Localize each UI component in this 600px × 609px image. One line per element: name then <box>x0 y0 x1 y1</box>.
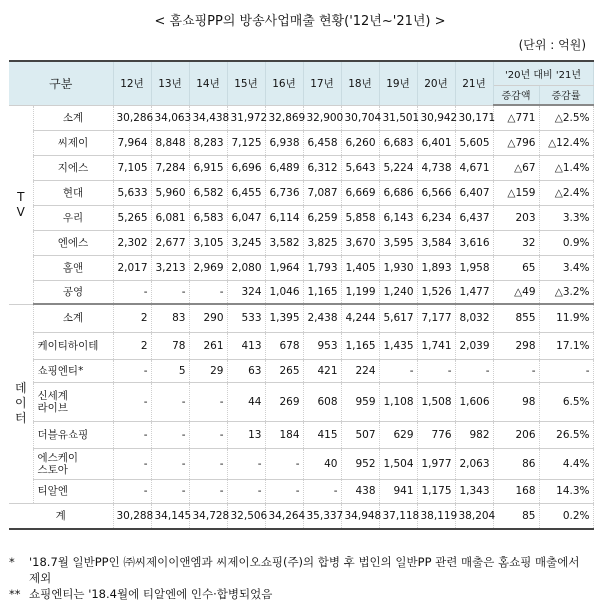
value-cell: 5,605 <box>455 130 493 155</box>
value-cell: 184 <box>265 421 303 448</box>
value-cell: - <box>113 359 151 382</box>
value-cell: 6,583 <box>189 205 227 230</box>
rate-cell: 0.2% <box>539 503 593 529</box>
value-cell: - <box>227 479 265 503</box>
table-row <box>9 479 593 503</box>
value-cell: 44 <box>227 382 265 421</box>
value-cell: 5,960 <box>151 180 189 205</box>
footnote <box>9 586 593 602</box>
value-cell: - <box>151 382 189 421</box>
change-cell: 32 <box>493 230 539 255</box>
value-cell: - <box>455 359 493 382</box>
header-change-amount: 증감액 <box>493 85 539 105</box>
value-cell: 6,696 <box>227 155 265 180</box>
footnote-text: '18.7월 일반PP인 ㈜씨제이이앤엠과 씨제이오쇼핑(주)의 합병 후 법인의 일반PP 관련 매출은 홈쇼핑 매출에서 제외 <box>29 555 580 585</box>
table-row <box>9 280 593 304</box>
header-year: 15년 <box>227 61 265 105</box>
value-cell: 6,489 <box>265 155 303 180</box>
value-cell: 1,793 <box>303 255 341 280</box>
value-cell: 982 <box>455 421 493 448</box>
table-body <box>9 105 593 529</box>
value-cell: 1,435 <box>379 332 417 359</box>
row-label: 에스케이 스토아 <box>33 448 113 479</box>
change-cell: 65 <box>493 255 539 280</box>
row-label: 쇼핑엔티* <box>33 359 113 382</box>
rate-cell: 17.1% <box>539 332 593 359</box>
value-cell: 6,407 <box>455 180 493 205</box>
value-cell: 438 <box>341 479 379 503</box>
table-row <box>9 448 593 479</box>
rate-cell: 4.4% <box>539 448 593 479</box>
value-cell: 507 <box>341 421 379 448</box>
value-cell: 941 <box>379 479 417 503</box>
row-label: 우리 <box>33 205 113 230</box>
value-cell: 6,458 <box>303 130 341 155</box>
value-cell: 4,738 <box>417 155 455 180</box>
footnote-mark: ** <box>9 587 21 601</box>
value-cell: 3,595 <box>379 230 417 255</box>
value-cell: - <box>265 479 303 503</box>
change-cell: △796 <box>493 130 539 155</box>
rate-cell: △3.2% <box>539 280 593 304</box>
header-compare: '20년 대비 '21년 <box>493 61 593 85</box>
value-cell: 2,302 <box>113 230 151 255</box>
section-label-data: 데 이 터 <box>9 304 33 503</box>
page-title: < 홈쇼핑PP의 방송사업매출 현황('12년~'21년) > <box>154 14 446 29</box>
footnotes <box>9 554 593 602</box>
header-year: 12년 <box>113 61 151 105</box>
value-cell: 1,477 <box>455 280 493 304</box>
value-cell: 6,312 <box>303 155 341 180</box>
table-row <box>9 105 593 130</box>
value-cell: 6,259 <box>303 205 341 230</box>
section-label-tv: T V <box>9 105 33 304</box>
value-cell: 31,501 <box>379 105 417 130</box>
table-row <box>9 130 593 155</box>
value-cell: 1,958 <box>455 255 493 280</box>
value-cell: 30,288 <box>113 503 151 529</box>
value-cell: - <box>113 421 151 448</box>
value-cell: 6,114 <box>265 205 303 230</box>
value-cell: 1,741 <box>417 332 455 359</box>
value-cell: 1,405 <box>341 255 379 280</box>
value-cell: 3,616 <box>455 230 493 255</box>
value-cell: 13 <box>227 421 265 448</box>
table-row <box>9 255 593 280</box>
value-cell: 2 <box>113 304 151 332</box>
row-label: 공영 <box>33 280 113 304</box>
rate-cell: 0.9% <box>539 230 593 255</box>
table-row <box>9 180 593 205</box>
value-cell: 4,671 <box>455 155 493 180</box>
value-cell: 2,017 <box>113 255 151 280</box>
value-cell: 3,213 <box>151 255 189 280</box>
table-row <box>9 230 593 255</box>
change-cell: 85 <box>493 503 539 529</box>
value-cell: 1,526 <box>417 280 455 304</box>
value-cell: 5,858 <box>341 205 379 230</box>
row-label: 더블유쇼핑 <box>33 421 113 448</box>
value-cell: 6,566 <box>417 180 455 205</box>
table-row <box>9 421 593 448</box>
value-cell: 2 <box>113 332 151 359</box>
change-cell: - <box>493 359 539 382</box>
value-cell: 324 <box>227 280 265 304</box>
table-row <box>9 155 593 180</box>
value-cell: 5,617 <box>379 304 417 332</box>
value-cell: 5,265 <box>113 205 151 230</box>
value-cell: 5,633 <box>113 180 151 205</box>
value-cell: - <box>113 382 151 421</box>
value-cell: 2,039 <box>455 332 493 359</box>
change-cell: △159 <box>493 180 539 205</box>
value-cell: 2,438 <box>303 304 341 332</box>
value-cell: 7,087 <box>303 180 341 205</box>
value-cell: 2,063 <box>455 448 493 479</box>
value-cell: 5,224 <box>379 155 417 180</box>
value-cell: 6,915 <box>189 155 227 180</box>
value-cell: - <box>151 448 189 479</box>
rate-cell: 3.4% <box>539 255 593 280</box>
value-cell: 1,108 <box>379 382 417 421</box>
value-cell: 30,171 <box>455 105 493 130</box>
value-cell: 2,080 <box>227 255 265 280</box>
value-cell: 1,930 <box>379 255 417 280</box>
value-cell: - <box>151 479 189 503</box>
value-cell: - <box>417 359 455 382</box>
header-year: 17년 <box>303 61 341 105</box>
value-cell: 7,964 <box>113 130 151 155</box>
header-year: 16년 <box>265 61 303 105</box>
value-cell: 1,504 <box>379 448 417 479</box>
rate-cell: △2.4% <box>539 180 593 205</box>
value-cell: 32,900 <box>303 105 341 130</box>
value-cell: 421 <box>303 359 341 382</box>
table-row <box>9 332 593 359</box>
change-cell: 855 <box>493 304 539 332</box>
value-cell: 30,286 <box>113 105 151 130</box>
header-year: 18년 <box>341 61 379 105</box>
value-cell: 290 <box>189 304 227 332</box>
value-cell: 1,508 <box>417 382 455 421</box>
value-cell: 37,118 <box>379 503 417 529</box>
value-cell: 34,948 <box>341 503 379 529</box>
value-cell: 1,964 <box>265 255 303 280</box>
value-cell: 8,032 <box>455 304 493 332</box>
value-cell: 31,972 <box>227 105 265 130</box>
value-cell: 30,942 <box>417 105 455 130</box>
value-cell: 678 <box>265 332 303 359</box>
value-cell: 3,825 <box>303 230 341 255</box>
value-cell: 38,204 <box>455 503 493 529</box>
change-cell: △49 <box>493 280 539 304</box>
value-cell: 3,584 <box>417 230 455 255</box>
change-cell: △67 <box>493 155 539 180</box>
value-cell: - <box>113 280 151 304</box>
value-cell: 29 <box>189 359 227 382</box>
table-row <box>9 382 593 421</box>
value-cell: 1,893 <box>417 255 455 280</box>
change-cell: 203 <box>493 205 539 230</box>
value-cell: 2,677 <box>151 230 189 255</box>
value-cell: 5,643 <box>341 155 379 180</box>
value-cell: 34,145 <box>151 503 189 529</box>
row-label: 지에스 <box>33 155 113 180</box>
change-cell: 168 <box>493 479 539 503</box>
value-cell: 7,284 <box>151 155 189 180</box>
rate-cell: △1.4% <box>539 155 593 180</box>
header-year: 14년 <box>189 61 227 105</box>
value-cell: - <box>265 448 303 479</box>
value-cell: 224 <box>341 359 379 382</box>
unit-label: (단위 : 억원) <box>518 38 586 52</box>
table-row <box>9 503 593 529</box>
value-cell: 6,669 <box>341 180 379 205</box>
value-cell: 6,683 <box>379 130 417 155</box>
value-cell: 35,337 <box>303 503 341 529</box>
value-cell: - <box>303 479 341 503</box>
value-cell: 1,165 <box>303 280 341 304</box>
row-label: 소계 <box>33 105 113 130</box>
value-cell: - <box>189 448 227 479</box>
rate-cell: 3.3% <box>539 205 593 230</box>
change-cell: 98 <box>493 382 539 421</box>
value-cell: 269 <box>265 382 303 421</box>
value-cell: 3,105 <box>189 230 227 255</box>
value-cell: 5 <box>151 359 189 382</box>
value-cell: - <box>227 448 265 479</box>
header-year: 20년 <box>417 61 455 105</box>
value-cell: 6,582 <box>189 180 227 205</box>
value-cell: 608 <box>303 382 341 421</box>
value-cell: - <box>113 448 151 479</box>
value-cell: 34,728 <box>189 503 227 529</box>
value-cell: 1,606 <box>455 382 493 421</box>
change-cell: △771 <box>493 105 539 130</box>
value-cell: 959 <box>341 382 379 421</box>
value-cell: - <box>151 421 189 448</box>
value-cell: 32,506 <box>227 503 265 529</box>
value-cell: 1,240 <box>379 280 417 304</box>
value-cell: 8,283 <box>189 130 227 155</box>
value-cell: 40 <box>303 448 341 479</box>
value-cell: 413 <box>227 332 265 359</box>
value-cell: 6,401 <box>417 130 455 155</box>
change-cell: 298 <box>493 332 539 359</box>
value-cell: - <box>151 280 189 304</box>
sales-table <box>9 60 594 530</box>
value-cell: - <box>189 479 227 503</box>
value-cell: 6,047 <box>227 205 265 230</box>
rate-cell: 14.3% <box>539 479 593 503</box>
value-cell: 2,969 <box>189 255 227 280</box>
header-year: 21년 <box>455 61 493 105</box>
table-row <box>9 205 593 230</box>
value-cell: 1,395 <box>265 304 303 332</box>
footnote-mark: * <box>9 555 15 569</box>
value-cell: 6,260 <box>341 130 379 155</box>
value-cell: 3,582 <box>265 230 303 255</box>
value-cell: 7,125 <box>227 130 265 155</box>
row-label: 티알엔 <box>33 479 113 503</box>
value-cell: 1,343 <box>455 479 493 503</box>
change-cell: 86 <box>493 448 539 479</box>
value-cell: 1,977 <box>417 448 455 479</box>
row-label: 계 <box>9 503 113 529</box>
value-cell: 265 <box>265 359 303 382</box>
change-cell: 206 <box>493 421 539 448</box>
footnote <box>9 554 593 586</box>
value-cell: 1,046 <box>265 280 303 304</box>
value-cell: 6,143 <box>379 205 417 230</box>
value-cell: 83 <box>151 304 189 332</box>
value-cell: 629 <box>379 421 417 448</box>
row-label: 신세계 라이브 <box>33 382 113 421</box>
value-cell: 34,438 <box>189 105 227 130</box>
rate-cell: △12.4% <box>539 130 593 155</box>
value-cell: 6,081 <box>151 205 189 230</box>
row-label: 케이티하이테 <box>33 332 113 359</box>
rate-cell: △2.5% <box>539 105 593 130</box>
value-cell: - <box>189 421 227 448</box>
value-cell: 1,175 <box>417 479 455 503</box>
value-cell: 261 <box>189 332 227 359</box>
value-cell: 1,199 <box>341 280 379 304</box>
value-cell: 6,938 <box>265 130 303 155</box>
value-cell: - <box>189 280 227 304</box>
value-cell: 4,244 <box>341 304 379 332</box>
row-label: 현대 <box>33 180 113 205</box>
table-row <box>9 359 593 382</box>
value-cell: 6,736 <box>265 180 303 205</box>
row-label: 소계 <box>33 304 113 332</box>
value-cell: 7,177 <box>417 304 455 332</box>
value-cell: 952 <box>341 448 379 479</box>
value-cell: 3,670 <box>341 230 379 255</box>
value-cell: 32,869 <box>265 105 303 130</box>
row-label: 홈앤 <box>33 255 113 280</box>
rate-cell: 11.9% <box>539 304 593 332</box>
footnote-text: 쇼핑엔티는 '18.4월에 티알엔에 인수·합병되었음 <box>29 587 273 601</box>
value-cell: 8,848 <box>151 130 189 155</box>
value-cell: 63 <box>227 359 265 382</box>
value-cell: 6,686 <box>379 180 417 205</box>
value-cell: 415 <box>303 421 341 448</box>
row-label: 엔에스 <box>33 230 113 255</box>
rate-cell: 6.5% <box>539 382 593 421</box>
value-cell: 1,165 <box>341 332 379 359</box>
value-cell: - <box>189 382 227 421</box>
header-category: 구분 <box>9 61 113 105</box>
value-cell: 776 <box>417 421 455 448</box>
value-cell: 30,704 <box>341 105 379 130</box>
value-cell: 7,105 <box>113 155 151 180</box>
value-cell: 38,119 <box>417 503 455 529</box>
rate-cell: - <box>539 359 593 382</box>
value-cell: 6,234 <box>417 205 455 230</box>
value-cell: - <box>113 479 151 503</box>
value-cell: 34,264 <box>265 503 303 529</box>
value-cell: 533 <box>227 304 265 332</box>
value-cell: 953 <box>303 332 341 359</box>
value-cell: 34,063 <box>151 105 189 130</box>
header-year: 19년 <box>379 61 417 105</box>
value-cell: 3,245 <box>227 230 265 255</box>
header-year: 13년 <box>151 61 189 105</box>
value-cell: 6,455 <box>227 180 265 205</box>
row-label: 씨제이 <box>33 130 113 155</box>
value-cell: 6,437 <box>455 205 493 230</box>
header-change-rate: 증감률 <box>539 85 593 105</box>
rate-cell: 26.5% <box>539 421 593 448</box>
value-cell: 78 <box>151 332 189 359</box>
table-row <box>9 304 593 332</box>
value-cell: - <box>379 359 417 382</box>
